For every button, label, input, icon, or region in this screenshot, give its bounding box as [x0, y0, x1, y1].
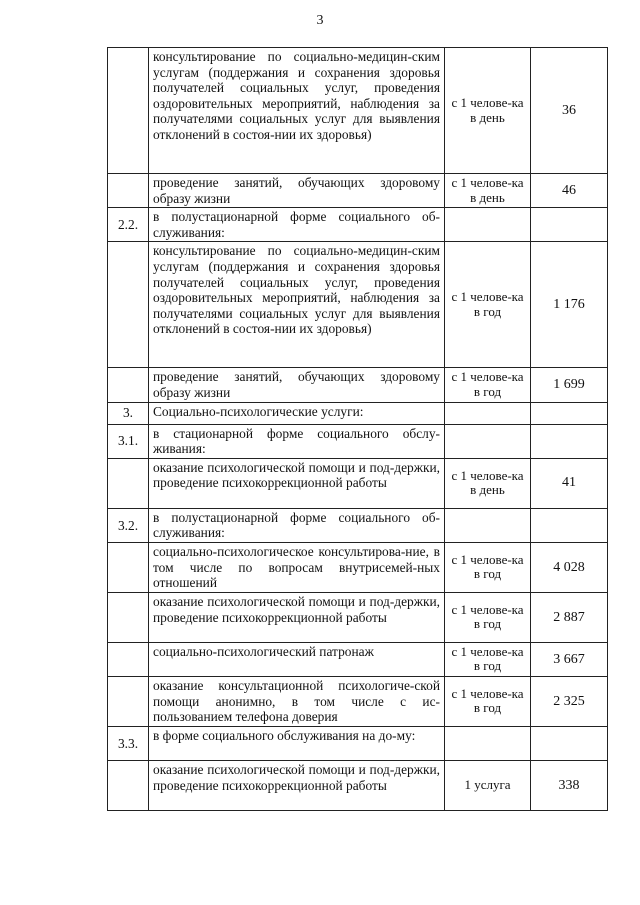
row-number: 3.	[108, 402, 149, 424]
norm-value	[531, 508, 608, 542]
norm-value: 3 667	[531, 642, 608, 676]
table-row	[108, 242, 608, 368]
measurement-unit	[445, 424, 531, 458]
norm-value: 1 176	[531, 242, 608, 368]
service-description: социально-психологическое консультирова-ние, в том числе по вопросам внутрисемей-ных отношений	[149, 542, 445, 592]
service-description: в форме социального обслуживания на до-му:	[149, 726, 445, 760]
row-number	[108, 48, 149, 174]
service-description: оказание психологической помощи и под-держки, проведение психокоррекционной работы	[149, 592, 445, 642]
service-description: в полустационарной форме социального об-служивания:	[149, 208, 445, 242]
row-number	[108, 174, 149, 208]
norm-value: 36	[531, 48, 608, 174]
service-description: проведение занятий, обучающих здоровому образу жизни	[149, 368, 445, 402]
norm-value: 1 699	[531, 368, 608, 402]
service-description: социально-психологический патронаж	[149, 642, 445, 676]
table-row	[108, 642, 608, 676]
table-row	[108, 368, 608, 402]
page-number: 3	[316, 13, 324, 28]
row-number: 3.1.	[108, 424, 149, 458]
norm-value: 338	[531, 760, 608, 810]
measurement-unit: с 1 челове-ка в год	[445, 642, 531, 676]
norm-value: 41	[531, 458, 608, 508]
table-row	[108, 424, 608, 458]
row-number	[108, 458, 149, 508]
norm-value	[531, 726, 608, 760]
norm-value: 4 028	[531, 542, 608, 592]
measurement-unit	[445, 726, 531, 760]
measurement-unit	[445, 208, 531, 242]
table-row	[108, 174, 608, 208]
service-description: оказание психологической помощи и под-держки, проведение психокоррекционной работы	[149, 760, 445, 810]
measurement-unit: с 1 челове-ка в год	[445, 368, 531, 402]
table-row	[108, 592, 608, 642]
service-description: проведение занятий, обучающих здоровому образу жизни	[149, 174, 445, 208]
norm-value	[531, 208, 608, 242]
row-number	[108, 676, 149, 726]
service-description: оказание психологической помощи и под-держки, проведение психокоррекционной работы	[149, 458, 445, 508]
measurement-unit: с 1 челове-ка в год	[445, 592, 531, 642]
table-row	[108, 508, 608, 542]
service-description: в полустационарной форме социального об-служивания:	[149, 508, 445, 542]
table-row	[108, 48, 608, 174]
norm-value	[531, 402, 608, 424]
table-row	[108, 760, 608, 810]
measurement-unit: с 1 челове-ка в день	[445, 48, 531, 174]
row-number: 2.2.	[108, 208, 149, 242]
measurement-unit: с 1 челове-ка в день	[445, 174, 531, 208]
measurement-unit: с 1 челове-ка в год	[445, 676, 531, 726]
service-description: оказание консультационной психологиче-ской помощи анонимно, в том числе с ис-пользованием телефона доверия	[149, 676, 445, 726]
table-row	[108, 402, 608, 424]
row-number	[108, 368, 149, 402]
row-number	[108, 642, 149, 676]
norm-value: 2 887	[531, 592, 608, 642]
row-number	[108, 760, 149, 810]
table-row	[108, 726, 608, 760]
measurement-unit: с 1 челове-ка в день	[445, 458, 531, 508]
measurement-unit: с 1 челове-ка в год	[445, 542, 531, 592]
row-number	[108, 542, 149, 592]
measurement-unit: 1 услуга	[445, 760, 531, 810]
row-number: 3.2.	[108, 508, 149, 542]
norm-value	[531, 424, 608, 458]
norm-value: 2 325	[531, 676, 608, 726]
service-description: консультирование по социально-медицин-ским услугам (поддержания и сохранения здоровья получателей социальных услуг, проведения оздоровительных мероприятий, наблюдения за получателями социальных услуг для выявления отклонений в состоя-нии их здоровья)	[149, 48, 445, 174]
table-row	[108, 208, 608, 242]
table-body	[108, 48, 608, 811]
row-number: 3.3.	[108, 726, 149, 760]
service-description: консультирование по социально-медицин-ским услугам (поддержания и сохранения здоровья получателей социальных услуг, проведения оздоровительных мероприятий, наблюдения за получателями социальных услуг для выявления отклонений в состоя-нии их здоровья)	[149, 242, 445, 368]
table-row	[108, 542, 608, 592]
table-row	[108, 458, 608, 508]
service-description: Социально-психологические услуги:	[149, 402, 445, 424]
measurement-unit	[445, 402, 531, 424]
services-table	[107, 47, 608, 811]
table-row	[108, 676, 608, 726]
row-number	[108, 592, 149, 642]
service-description: в стационарной форме социального обслу-живания:	[149, 424, 445, 458]
norm-value: 46	[531, 174, 608, 208]
measurement-unit: с 1 челове-ка в год	[445, 242, 531, 368]
measurement-unit	[445, 508, 531, 542]
row-number	[108, 242, 149, 368]
